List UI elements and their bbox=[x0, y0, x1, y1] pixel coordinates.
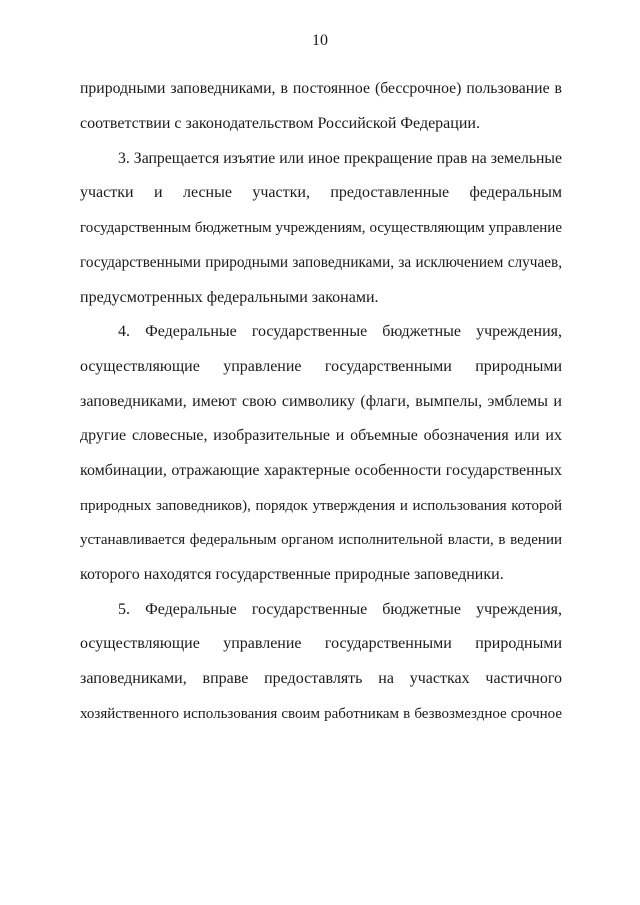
page-number: 10 bbox=[312, 32, 328, 49]
text-line: участки и лесные участки, предоставленные федеральным bbox=[80, 184, 562, 201]
text-line: соответствии с законодательством Российской Федерации. bbox=[80, 115, 480, 132]
text-line: комбинации, отражающие характерные особенности государственных bbox=[80, 462, 562, 479]
text-line: заповедниками, вправе предоставлять на участках частичного bbox=[80, 670, 562, 687]
text-line: 4. Федеральные государственные бюджетные учреждения, bbox=[118, 323, 562, 340]
text-line: хозяйственного использования своим работникам в безвозмездное срочное bbox=[80, 706, 562, 722]
text-line: которого находятся государственные природные заповедники. bbox=[80, 566, 504, 583]
text-line: осуществляющие управление государственными природными bbox=[80, 358, 562, 375]
text-line: другие словесные, изобразительные и объемные обозначения или их bbox=[80, 427, 562, 444]
text-line: осуществляющие управление государственными природными bbox=[80, 635, 562, 652]
text-line: 5. Федеральные государственные бюджетные учреждения, bbox=[118, 601, 562, 618]
text-line: предусмотренных федеральными законами. bbox=[80, 289, 379, 306]
text-line: 3. Запрещается изъятие или иное прекращение прав на земельные bbox=[118, 150, 562, 167]
text-line: природными заповедниками, в постоянное (бессрочное) пользование в bbox=[80, 80, 562, 97]
text-line: устанавливается федеральным органом исполнительной власти, в ведении bbox=[80, 532, 562, 548]
text-line: заповедниками, имеют свою символику (флаги, вымпелы, эмблемы и bbox=[80, 393, 562, 410]
text-line: государственными природными заповедниками, за исключением случаев, bbox=[80, 254, 562, 271]
text-line: государственным бюджетным учреждениям, осуществляющим управление bbox=[80, 220, 562, 236]
text-line: природных заповедников), порядок утверждения и использования которой bbox=[80, 498, 562, 514]
